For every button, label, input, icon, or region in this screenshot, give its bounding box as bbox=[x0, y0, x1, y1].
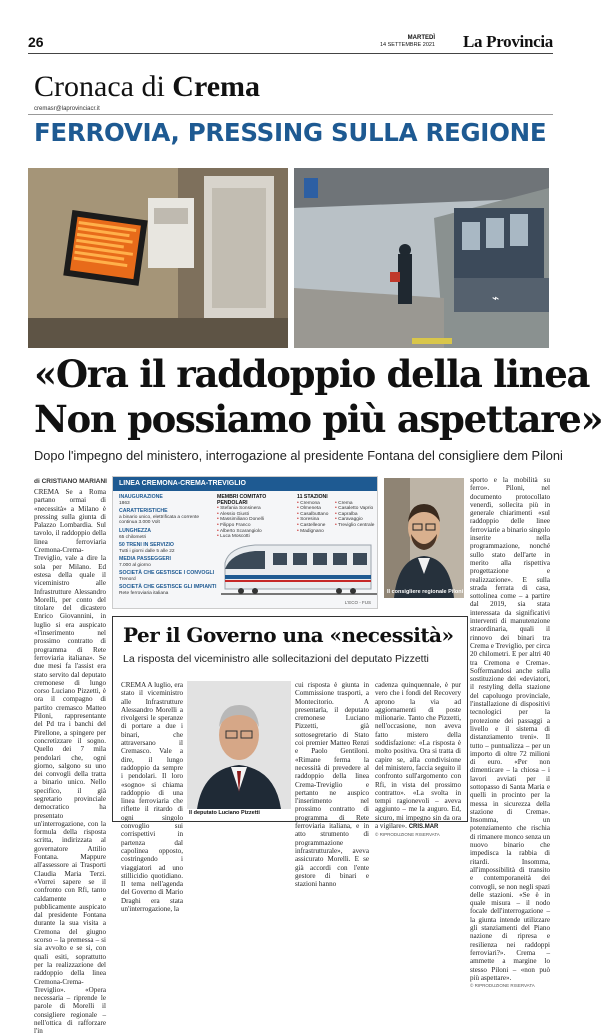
stazione-a-1: • Olmeneta bbox=[297, 505, 321, 512]
info-stazioni-label: 11 STAZIONI bbox=[297, 494, 328, 500]
sidebar-column-1: CREMA A luglio, era stato il viceministro alle Infrastrutture Alessandro Morelli a rivolgersi le speranze di portare a due i binari, che attraversano il Cremasco. Vale a dire, il lungo raddoppio da sempre i pendolari. Il loro «sogno» si chiama raddoppio di una linea ferroviaria che riflette il ritardo di ogni singolo convoglio sui corrispettivi in partenza dal capolinea opposto, costringendo i viaggiatori ad uno stillicidio quotidiano. Il tema nell'agenda del Governo di Mario Draghi era stata un'interrogazione, la bbox=[121, 681, 183, 914]
info-comitato bbox=[217, 495, 289, 540]
stazione-a-5: • Madignano bbox=[297, 527, 324, 534]
section-divider bbox=[28, 114, 553, 115]
sidebar-column-3-text: cadenza quinquennale, è pur vero che i fondi del Recovery aprono la via ad aggiornamenti di poste milionarie. Tanto che Pizzetti, nell'occasione, non aveva fatto mistero della soddisfazione: «La risposta è molto positiva. Ora si tratta di capire se, alla condivisione del ministero, faccia seguito il confronto sull'argomento con Rfi, in vista del prossimo contratto». «La svolta in tempi ragionevoli – aveva aggiunto – me la auguro. Ed, sicuro, mi impegno sin da ora a vigilare». bbox=[375, 681, 461, 831]
kicker-headline: FERROVIA, PRESSING SULLA REGIONE bbox=[34, 118, 547, 147]
sidebar-signature: CRIS.MAR bbox=[408, 824, 439, 831]
section-title-light: Cronaca di bbox=[34, 70, 165, 103]
info-treni-label: 50 TRENI IN SERVIZIO bbox=[119, 542, 174, 548]
info-lunghezza-value: 65 chilometri bbox=[119, 534, 147, 540]
stazione-a-3: • Soresina bbox=[297, 516, 320, 523]
departure-board-illustration bbox=[28, 168, 288, 348]
pizzetti-portrait bbox=[187, 681, 291, 809]
comitato-member-5: • Luca Moscotti bbox=[217, 533, 250, 540]
page-header bbox=[28, 32, 553, 54]
info-inaugurazione-label: INAUGURAZIONE bbox=[119, 494, 163, 500]
pizzetti-portrait-illustration bbox=[187, 681, 291, 809]
comitato-member-1: • Alessio Giusti bbox=[217, 510, 249, 517]
article-byline: di CRISTIANO MARIANI bbox=[34, 478, 107, 485]
headline-line-2: Non possiamo più aspettare» bbox=[34, 397, 602, 441]
stazione-b-1: • Casaletto Vaprio bbox=[335, 505, 374, 512]
issue-date-text: 14 SETTEMBRE 2021 bbox=[379, 41, 435, 48]
departure-board-photo bbox=[28, 168, 288, 348]
info-media-label: MEDIA PASSEGGERI bbox=[119, 556, 171, 562]
info-media bbox=[119, 557, 201, 568]
stazione-b-2: • Capralba bbox=[335, 510, 358, 517]
comitato-member-4: • Alberto Scarangiolo bbox=[217, 527, 262, 534]
info-treni-value: Tutti i giorni dalle 5 alle 22 bbox=[119, 548, 175, 554]
info-lunghezza bbox=[119, 529, 201, 540]
sidebar-article-subtitle: La risposta del viceministro alle sollecitazioni del deputato Pizzetti bbox=[123, 653, 429, 665]
info-caratteristiche-label: CARATTERISTICHE bbox=[119, 508, 168, 514]
stazione-b-3: • Caravaggio bbox=[335, 516, 363, 523]
piloni-portrait-illustration bbox=[384, 478, 464, 598]
info-impianti bbox=[119, 585, 229, 596]
stazione-a-0: • Cremona bbox=[297, 499, 320, 506]
piloni-caption: Il consigliere regionale Piloni bbox=[387, 589, 464, 595]
info-impianti-value: Rete ferroviaria italiana bbox=[119, 590, 169, 596]
comitato-member-2: • Massimiliano Donelli bbox=[217, 516, 264, 523]
comitato-member-0: • Stefania Sonsinera bbox=[217, 505, 261, 512]
sidebar-article-box bbox=[112, 616, 468, 914]
info-convogli bbox=[119, 571, 229, 582]
section-title bbox=[34, 70, 260, 104]
article-column-left: CREMA Se a Roma partano ormai di «necessità» a Milano è pressing sulla giunta di Palazzo Lombardia. Sul tavolo, il raddoppio della linea ferroviaria Cremona-Crema-Treviglio, vale a dire la sola per Milano. Ed estesa della quale il viceministro alle Infrastrutture Alessandro Morelli, per conto del titolare del dicastero Enrico Giovannini, in luglio si era auspicato «l'inserimento nel prossimo contratto di programma di Rete ferroviaria italiana». Se due mesi fa l'assist era stato servito dal deputato cremonese di lungo corso Luciano Pizzetti, è ora il compagno di partito cremasco Matteo Piloni, rappresentante del Pd tra i banchi del Pirellone, a spingere per concretizzare il sogno. Quello dei 7 mila pendolari che, ogni giorno, salgono su uno dei convogli della tratta a binario unico. Nello specifico, il già segretario provinciale democratico ha presentato un'interrogazione, con la formula della risposta scritta, indirizzata al governatore Attilio Fontana. Mappure all'assessore ai Trasporti Claudia Maria Terzi. «Vorrei sapere se il confronto con Rfi, tanto caldamente e pubblicamente auspicato dal presidente Fontana durante la sua visita a Cremona del giugno scorso – la premessa – si sia avvolto e se si, con quali esiti, soprattutto per la realizzazione del raddoppio della linea Cremona-Crema-Treviglio». «Opera necessaria – riprende le parole di Morelli il consigliere regionale – nell'ottica di rafforzare l'in bbox=[34, 488, 106, 1036]
main-headline bbox=[34, 352, 602, 442]
piloni-portrait bbox=[384, 478, 464, 598]
sidebar-column-2: cui risposta è giunta in Commissione trasporti, a Montecitorio. A presentarla, il deputato cremonese Luciano Pizzetti, già sottosegretario di Stato coi premier Matteo Renzi e Paolo Gentiloni. «Rimane ferma la necessità di prevedere al raddoppio della linea Crema-Treviglio e pertanto ne auspico l'inserimento nel prossimo contratto di programma di Rete ferroviaria italiana, e in atto strumento di programmazione infrastrutturale», aveva assicurato Morelli. E se già accordi con l'ente gestore di binari e stazioni hanno bbox=[295, 681, 369, 889]
article-copyright: © RIPRODUZIONE RISERVATA bbox=[470, 983, 535, 989]
sidebar-article-title: Per il Governo una «necessità» bbox=[123, 623, 454, 647]
train-platform-photo bbox=[294, 168, 549, 348]
train-illustration bbox=[221, 539, 377, 605]
info-comitato-label: MEMBRI COMITATO PENDOLARI bbox=[217, 494, 267, 506]
pizzetti-caption: Il deputato Luciano Pizzetti bbox=[189, 810, 260, 816]
line-infographic bbox=[112, 476, 378, 609]
article-column-right bbox=[470, 476, 550, 989]
comitato-member-3: • Filippo Franco bbox=[217, 521, 251, 528]
info-caratteristiche-value: a binario unico, elettrificata a corrente continua 3.000 Volt bbox=[119, 514, 199, 526]
stazione-a-2: • Casalbuttano bbox=[297, 510, 329, 517]
stazione-b-4: • Treviglio centrale bbox=[335, 521, 375, 528]
section-email: cremasr@laprovinciacr.it bbox=[34, 106, 100, 112]
headline-subtitle: Dopo l'impegno del ministero, interrogazione al presidente Fontana del consigliere dem Piloni bbox=[34, 448, 563, 463]
svg-text:⌁: ⌁ bbox=[492, 291, 500, 305]
newspaper-brand: La Provincia bbox=[462, 32, 553, 51]
info-lunghezza-label: LUNGHEZZA bbox=[119, 528, 151, 534]
info-convogli-value: Trenord bbox=[119, 576, 136, 582]
info-stazioni bbox=[297, 495, 337, 534]
info-convogli-label: SOCIETÀ CHE GESTISCE I CONVOGLI bbox=[119, 570, 215, 576]
info-caratteristiche bbox=[119, 509, 201, 526]
issue-day: MARTEDÌ bbox=[407, 35, 435, 41]
page-number: 26 bbox=[28, 34, 44, 50]
info-impianti-label: SOCIETÀ CHE GESTISCE GLI IMPIANTI bbox=[119, 584, 217, 590]
sidebar-column-3 bbox=[375, 681, 461, 838]
stazione-b-0: • Crema bbox=[335, 499, 353, 506]
info-stazioni-2 bbox=[335, 501, 379, 529]
stazione-a-4: • Castelleone bbox=[297, 521, 326, 528]
sidebar-copyright: © RIPRODUZIONE RISERVATA bbox=[375, 832, 440, 838]
info-inaugurazione bbox=[119, 495, 201, 506]
infographic-title: LINEA CREMONA-CREMA-TREVIGLIO bbox=[113, 477, 377, 491]
section-title-bold: Crema bbox=[172, 70, 261, 103]
info-media-value: 7.000 al giorno bbox=[119, 562, 151, 568]
train-platform-illustration bbox=[294, 168, 549, 348]
article-column-right-text: sporto e la mobilità su ferro». Piloni, nel documento protocollato venerdì, sollecita più in generale chiarimenti «sul raddoppio delle linee ferroviarie a binario singolo inserite nella programmazione, nonché sullo stato dell'arte in merito alla rispettiva progettazione e realizzazione». E sulla strada ferrata di casa, sottolinea come – a partire dal 2019, sia stata interessata da significativi interventi di manutenzione straordinaria, quali il rinnovo dei binari tra Crema e Treviglio, per circa 20 chilometri. E per altri 40 tra Cremona e Crema». Soffermandosi anche sulla sostituzione dei «deviatori, il restyling della stazione del capoluogo provinciale, l'installazione di dispositivi tecnologici per la protezione dei passaggi a livello e il sistema di distanziamento treni». Il tutto – puntualizza – per un importo di oltre 72 milioni di euro. «Per non dimenticare – la chiosa – i lavori avviati per il sottopasso di Santa Maria e quelli in procinto per la messa in sicurezza della stazione di Crema». Insomma, un potenziamento che rischia di rimanere monco senza un nuovo binario che impedisca la rabbia di ritardi. Insomma, all'impossibilità di transito e contemporaneità dei convogli, se non negli spazi delle stazioni. «Se è in quale misura – il nodo focale dell'interrogazione – la giunta intende utilizzare gli stanziamenti del Piano nazione di ripresa e resilienza nei raddoppi ferroviari?». Crema – ammette a margine lo stesso Piloni – «non può più aspettare». bbox=[470, 476, 550, 982]
headline-line-1: «Ora il raddoppio della linea bbox=[34, 352, 590, 396]
issue-date bbox=[380, 35, 435, 48]
info-treni bbox=[119, 543, 201, 554]
info-inaugurazione-value: 1863 bbox=[119, 500, 130, 506]
infographic-footer: L'ECO - FUS bbox=[344, 600, 371, 605]
